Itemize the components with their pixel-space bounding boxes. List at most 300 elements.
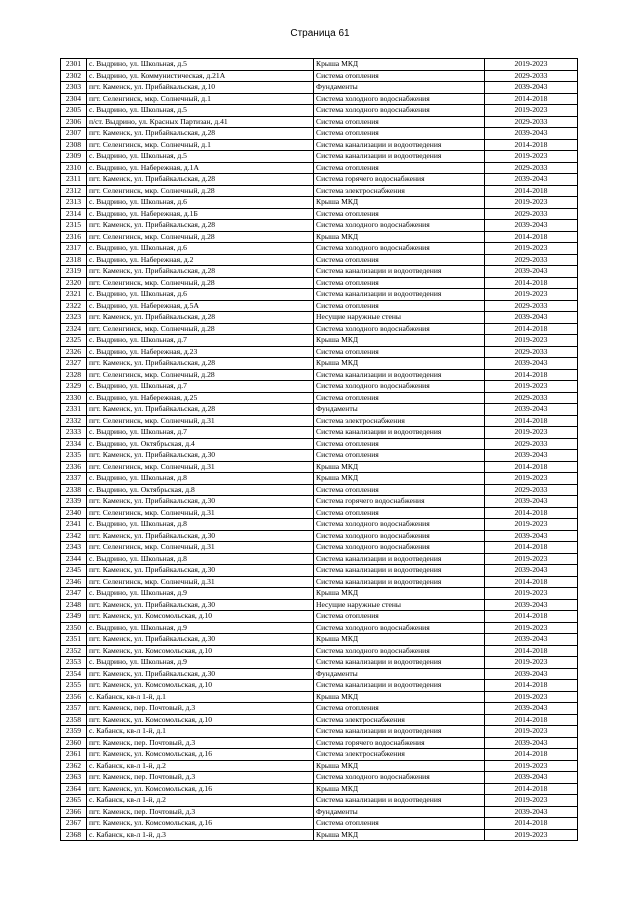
work-type-cell: Система канализации и водоотведения [314,657,485,669]
table-row [61,795,578,807]
period-cell: 2029-2033 [485,162,578,174]
work-type-cell: Система канализации и водоотведения [314,726,485,738]
address-cell: с. Выдрино, ул. Школьная, д.6 [87,289,314,301]
address-cell: пгт. Каменск, ул. Прибайкальская, д.30 [87,530,314,542]
address-cell: с. Выдрино, ул. Набережная, д.25 [87,392,314,404]
row-number: 2312 [61,185,87,197]
address-cell: пгт. Селенгинск, мкр. Солнечный, д.31 [87,461,314,473]
table-row [61,726,578,738]
address-cell: пгт. Селенгинск, мкр. Солнечный, д.31 [87,542,314,554]
period-cell: 2014-2018 [485,185,578,197]
work-type-cell: Крыша МКД [314,691,485,703]
address-cell: пгт. Каменск, пер. Почтовый, д.3 [87,806,314,818]
row-number: 2333 [61,427,87,439]
row-number: 2323 [61,312,87,324]
row-number: 2320 [61,277,87,289]
address-cell: пгт. Селенгинск, мкр. Солнечный, д.1 [87,93,314,105]
row-number: 2321 [61,289,87,301]
address-cell: с. Выдрино, ул. Школьная, д.8 [87,553,314,565]
address-cell: пгт. Каменск, ул. Прибайкальская, д.30 [87,450,314,462]
work-type-cell: Система отопления [314,300,485,312]
row-number: 2332 [61,415,87,427]
period-cell: 2019-2023 [485,473,578,485]
table-row [61,404,578,416]
period-cell: 2014-2018 [485,783,578,795]
work-type-cell: Крыша МКД [314,231,485,243]
row-number: 2357 [61,703,87,715]
row-number: 2367 [61,818,87,830]
work-type-cell: Крыша МКД [314,588,485,600]
work-type-cell: Система электроснабжения [314,714,485,726]
row-number: 2325 [61,335,87,347]
table-row [61,542,578,554]
address-cell: с. Кабанск, кв-л 1-й, д.3 [87,829,314,841]
table-body [61,59,578,841]
period-cell: 2014-2018 [485,139,578,151]
work-type-cell: Фундаменты [314,806,485,818]
address-cell: пгт. Каменск, ул. Прибайкальская, д.30 [87,634,314,646]
period-cell: 2029-2033 [485,300,578,312]
period-cell: 2019-2023 [485,151,578,163]
table-row [61,139,578,151]
address-cell: с. Выдрино, ул. Набережная, д.1А [87,162,314,174]
row-number: 2322 [61,300,87,312]
period-cell: 2029-2033 [485,438,578,450]
address-cell: пгт. Каменск, пер. Почтовый, д.3 [87,737,314,749]
table-row [61,622,578,634]
period-cell: 2039-2043 [485,358,578,370]
address-cell: пгт. Каменск, ул. Прибайкальская, д.30 [87,565,314,577]
table-row [61,634,578,646]
table-row [61,105,578,117]
period-cell: 2019-2023 [485,197,578,209]
address-cell: пгт. Селенгинск, мкр. Солнечный, д.28 [87,277,314,289]
table-row [61,530,578,542]
work-type-cell: Система горячего водоснабжения [314,496,485,508]
table-row [61,657,578,669]
row-number: 2356 [61,691,87,703]
table-row [61,703,578,715]
table-row [61,358,578,370]
work-type-cell: Система холодного водоснабжения [314,243,485,255]
row-number: 2354 [61,668,87,680]
row-number: 2346 [61,576,87,588]
row-number: 2316 [61,231,87,243]
address-cell: с. Кабанск, кв-л 1-й, д.2 [87,795,314,807]
address-cell: пгт. Каменск, ул. Прибайкальская, д.10 [87,82,314,94]
address-cell: пгт. Каменск, ул. Комсомольская, д.16 [87,749,314,761]
table-row [61,415,578,427]
period-cell: 2019-2023 [485,795,578,807]
period-cell: 2019-2023 [485,519,578,531]
work-type-cell: Крыша МКД [314,335,485,347]
address-cell: с. Выдрино, ул. Школьная, д.5 [87,151,314,163]
table-row [61,737,578,749]
table-row [61,496,578,508]
row-number: 2329 [61,381,87,393]
row-number: 2302 [61,70,87,82]
address-cell: с. Выдрино, ул. Школьная, д.7 [87,335,314,347]
table-row [61,473,578,485]
address-cell: пгт. Селенгинск, мкр. Солнечный, д.31 [87,507,314,519]
work-type-cell: Система отопления [314,70,485,82]
table-row [61,611,578,623]
row-number: 2359 [61,726,87,738]
work-type-cell: Система канализации и водоотведения [314,553,485,565]
address-cell: пгт. Каменск, ул. Прибайкальская, д.28 [87,220,314,232]
address-cell: с. Выдрино, ул. Школьная, д.5 [87,105,314,117]
work-type-cell: Система холодного водоснабжения [314,542,485,554]
address-cell: пгт. Каменск, ул. Прибайкальская, д.30 [87,668,314,680]
period-cell: 2029-2033 [485,208,578,220]
period-cell: 2019-2023 [485,760,578,772]
period-cell: 2019-2023 [485,243,578,255]
period-cell: 2039-2043 [485,737,578,749]
row-number: 2340 [61,507,87,519]
period-cell: 2019-2023 [485,657,578,669]
table-row [61,151,578,163]
period-cell: 2014-2018 [485,369,578,381]
period-cell: 2014-2018 [485,323,578,335]
table-row [61,519,578,531]
work-type-cell: Система холодного водоснабжения [314,645,485,657]
address-cell: пгт. Селенгинск, мкр. Солнечный, д.31 [87,415,314,427]
address-cell: с. Выдрино, ул. Школьная, д.6 [87,197,314,209]
row-number: 2317 [61,243,87,255]
period-cell: 2014-2018 [485,507,578,519]
address-cell: пгт. Каменск, ул. Прибайкальская, д.30 [87,496,314,508]
address-cell: пгт. Каменск, ул. Комсомольская, д.10 [87,645,314,657]
work-type-cell: Система канализации и водоотведения [314,565,485,577]
period-cell: 2039-2043 [485,312,578,324]
table-row [61,243,578,255]
table-row [61,818,578,830]
work-type-cell: Система холодного водоснабжения [314,622,485,634]
work-type-cell: Система горячего водоснабжения [314,737,485,749]
address-cell: с. Выдрино, ул. Школьная, д.7 [87,381,314,393]
table-row [61,553,578,565]
period-cell: 2014-2018 [485,714,578,726]
work-type-cell: Несущие наружные стены [314,599,485,611]
table-row [61,162,578,174]
table-row [61,484,578,496]
work-type-cell: Фундаменты [314,404,485,416]
period-cell: 2019-2023 [485,289,578,301]
address-cell: пгт. Селенгинск, мкр. Солнечный, д.28 [87,231,314,243]
address-cell: пгт. Селенгинск, мкр. Солнечный, д.1 [87,139,314,151]
table-row [61,714,578,726]
table-row [61,254,578,266]
period-cell: 2039-2043 [485,668,578,680]
period-cell: 2029-2033 [485,116,578,128]
table-row [61,599,578,611]
address-cell: с. Выдрино, ул. Октябрьская, д.8 [87,484,314,496]
row-number: 2344 [61,553,87,565]
work-type-cell: Система отопления [314,254,485,266]
row-number: 2341 [61,519,87,531]
work-type-cell: Система холодного водоснабжения [314,530,485,542]
period-cell: 2014-2018 [485,231,578,243]
table-row [61,185,578,197]
work-type-cell: Крыша МКД [314,197,485,209]
row-number: 2360 [61,737,87,749]
table-row [61,312,578,324]
table-row [61,346,578,358]
capital-repair-table [60,58,578,841]
table-row [61,197,578,209]
address-cell: пгт. Каменск, ул. Прибайкальская, д.30 [87,599,314,611]
row-number: 2311 [61,174,87,186]
row-number: 2305 [61,105,87,117]
period-cell: 2029-2033 [485,254,578,266]
row-number: 2353 [61,657,87,669]
row-number: 2351 [61,634,87,646]
work-type-cell: Система электроснабжения [314,749,485,761]
work-type-cell: Крыша МКД [314,829,485,841]
work-type-cell: Система отопления [314,128,485,140]
address-cell: с. Кабанск, кв-л 1-й, д.1 [87,691,314,703]
work-type-cell: Система отопления [314,208,485,220]
period-cell: 2014-2018 [485,680,578,692]
row-number: 2358 [61,714,87,726]
work-type-cell: Система отопления [314,116,485,128]
work-type-cell: Система холодного водоснабжения [314,772,485,784]
work-type-cell: Система отопления [314,450,485,462]
address-cell: с. Выдрино, ул. Школьная, д.9 [87,657,314,669]
period-cell: 2014-2018 [485,277,578,289]
table-row [61,93,578,105]
period-cell: 2014-2018 [485,611,578,623]
table-row [61,128,578,140]
address-cell: с. Выдрино, ул. Школьная, д.5 [87,59,314,71]
work-type-cell: Система отопления [314,392,485,404]
period-cell: 2019-2023 [485,588,578,600]
work-type-cell: Система горячего водоснабжения [314,174,485,186]
table-row [61,335,578,347]
period-cell: 2019-2023 [485,691,578,703]
row-number: 2308 [61,139,87,151]
work-type-cell: Система канализации и водоотведения [314,139,485,151]
row-number: 2315 [61,220,87,232]
work-type-cell: Система отопления [314,162,485,174]
row-number: 2368 [61,829,87,841]
row-number: 2348 [61,599,87,611]
table-row [61,289,578,301]
table-row [61,277,578,289]
address-cell: с. Выдрино, ул. Школьная, д.6 [87,243,314,255]
row-number: 2319 [61,266,87,278]
work-type-cell: Крыша МКД [314,358,485,370]
period-cell: 2014-2018 [485,415,578,427]
address-cell: пгт. Каменск, ул. Прибайкальская, д.28 [87,358,314,370]
period-cell: 2039-2043 [485,806,578,818]
row-number: 2334 [61,438,87,450]
work-type-cell: Система канализации и водоотведения [314,680,485,692]
period-cell: 2014-2018 [485,645,578,657]
address-cell: пгт. Каменск, ул. Комсомольская, д.16 [87,783,314,795]
period-cell: 2039-2043 [485,634,578,646]
address-cell: с. Кабанск, кв-л 1-й, д.2 [87,760,314,772]
row-number: 2335 [61,450,87,462]
row-number: 2324 [61,323,87,335]
address-cell: пгт. Каменск, ул. Прибайкальская, д.28 [87,312,314,324]
work-type-cell: Система отопления [314,703,485,715]
row-number: 2313 [61,197,87,209]
period-cell: 2039-2043 [485,565,578,577]
period-cell: 2014-2018 [485,542,578,554]
address-cell: пгт. Селенгинск, мкр. Солнечный, д.28 [87,185,314,197]
work-type-cell: Система холодного водоснабжения [314,519,485,531]
work-type-cell: Крыша МКД [314,760,485,772]
address-cell: пгт. Селенгинск, мкр. Солнечный, д.28 [87,323,314,335]
work-type-cell: Крыша МКД [314,473,485,485]
work-type-cell: Система канализации и водоотведения [314,289,485,301]
row-number: 2342 [61,530,87,542]
address-cell: пгт. Селенгинск, мкр. Солнечный, д.31 [87,576,314,588]
period-cell: 2039-2043 [485,703,578,715]
table-row [61,576,578,588]
address-cell: с. Выдрино, ул. Набережная, д.5А [87,300,314,312]
row-number: 2352 [61,645,87,657]
address-cell: с. Выдрино, ул. Октябрьская, д.4 [87,438,314,450]
period-cell: 2019-2023 [485,829,578,841]
address-cell: пгт. Каменск, ул. Комсомольская, д.10 [87,680,314,692]
row-number: 2347 [61,588,87,600]
table-row [61,760,578,772]
row-number: 2330 [61,392,87,404]
work-type-cell: Система холодного водоснабжения [314,93,485,105]
table-row [61,806,578,818]
work-type-cell: Крыша МКД [314,461,485,473]
address-cell: пгт. Каменск, ул. Прибайкальская, д.28 [87,404,314,416]
work-type-cell: Крыша МКД [314,59,485,71]
row-number: 2355 [61,680,87,692]
address-cell: с. Выдрино, ул. Школьная, д.8 [87,473,314,485]
work-type-cell: Система канализации и водоотведения [314,795,485,807]
address-cell: пгт. Каменск, ул. Прибайкальская, д.28 [87,266,314,278]
period-cell: 2019-2023 [485,59,578,71]
row-number: 2331 [61,404,87,416]
table-row [61,59,578,71]
work-type-cell: Система канализации и водоотведения [314,576,485,588]
address-cell: с. Выдрино, ул. Школьная, д.9 [87,622,314,634]
row-number: 2306 [61,116,87,128]
address-cell: с. Выдрино, ул. Школьная, д.9 [87,588,314,600]
address-cell: пгт. Каменск, ул. Комсомольская, д.10 [87,611,314,623]
table-row [61,381,578,393]
work-type-cell: Система отопления [314,438,485,450]
period-cell: 2019-2023 [485,553,578,565]
row-number: 2339 [61,496,87,508]
table-row [61,82,578,94]
row-number: 2336 [61,461,87,473]
table-row [61,588,578,600]
period-cell: 2039-2043 [485,496,578,508]
period-cell: 2019-2023 [485,726,578,738]
row-number: 2307 [61,128,87,140]
row-number: 2362 [61,760,87,772]
address-cell: с. Выдрино, ул. Набережная, д.1Б [87,208,314,220]
period-cell: 2029-2033 [485,484,578,496]
table-row [61,507,578,519]
table-row [61,680,578,692]
work-type-cell: Система холодного водоснабжения [314,105,485,117]
address-cell: пгт. Каменск, пер. Почтовый, д.3 [87,703,314,715]
row-number: 2363 [61,772,87,784]
table-row [61,231,578,243]
period-cell: 2039-2043 [485,266,578,278]
page-title: Страница 61 [290,28,350,39]
row-number: 2303 [61,82,87,94]
work-type-cell: Система канализации и водоотведения [314,369,485,381]
period-cell: 2019-2023 [485,427,578,439]
period-cell: 2039-2043 [485,599,578,611]
table-row [61,772,578,784]
row-number: 2337 [61,473,87,485]
row-number: 2349 [61,611,87,623]
table-row [61,323,578,335]
work-type-cell: Крыша МКД [314,783,485,795]
table-row [61,392,578,404]
table-row [61,266,578,278]
address-cell: пгт. Селенгинск, мкр. Солнечный, д.28 [87,369,314,381]
address-cell: с. Выдрино, ул. Школьная, д.8 [87,519,314,531]
work-type-cell: Система отопления [314,346,485,358]
row-number: 2366 [61,806,87,818]
address-cell: с. Выдрино, ул. Школьная, д.7 [87,427,314,439]
row-number: 2338 [61,484,87,496]
row-number: 2345 [61,565,87,577]
table-row [61,668,578,680]
period-cell: 2039-2043 [485,82,578,94]
row-number: 2328 [61,369,87,381]
row-number: 2301 [61,59,87,71]
address-cell: пгт. Каменск, ул. Прибайкальская, д.28 [87,174,314,186]
table-row [61,220,578,232]
period-cell: 2039-2043 [485,404,578,416]
work-type-cell: Крыша МКД [314,634,485,646]
address-cell: с. Кабанск, кв-л 1-й, д.1 [87,726,314,738]
work-type-cell: Фундаменты [314,82,485,94]
work-type-cell: Система электроснабжения [314,415,485,427]
table-row [61,783,578,795]
table-row [61,749,578,761]
address-cell: с. Выдрино, ул. Набережная, д.23 [87,346,314,358]
work-type-cell: Система канализации и водоотведения [314,266,485,278]
table-row [61,427,578,439]
address-cell: пгт. Каменск, ул. Прибайкальская, д.28 [87,128,314,140]
period-cell: 2019-2023 [485,105,578,117]
work-type-cell: Система отопления [314,277,485,289]
row-number: 2318 [61,254,87,266]
address-cell: пгт. Каменск, ул. Комсомольская, д.16 [87,818,314,830]
work-type-cell: Система отопления [314,507,485,519]
table-row [61,691,578,703]
table-row [61,461,578,473]
period-cell: 2014-2018 [485,93,578,105]
row-number: 2314 [61,208,87,220]
row-number: 2364 [61,783,87,795]
period-cell: 2039-2043 [485,220,578,232]
table-row [61,116,578,128]
work-type-cell: Система холодного водоснабжения [314,323,485,335]
table-row [61,369,578,381]
address-cell: п/ст. Выдрино, ул. Красных Партизан, д.41 [87,116,314,128]
row-number: 2326 [61,346,87,358]
work-type-cell: Система отопления [314,484,485,496]
address-cell: с. Выдрино, ул. Набережная, д.2 [87,254,314,266]
table-row [61,70,578,82]
